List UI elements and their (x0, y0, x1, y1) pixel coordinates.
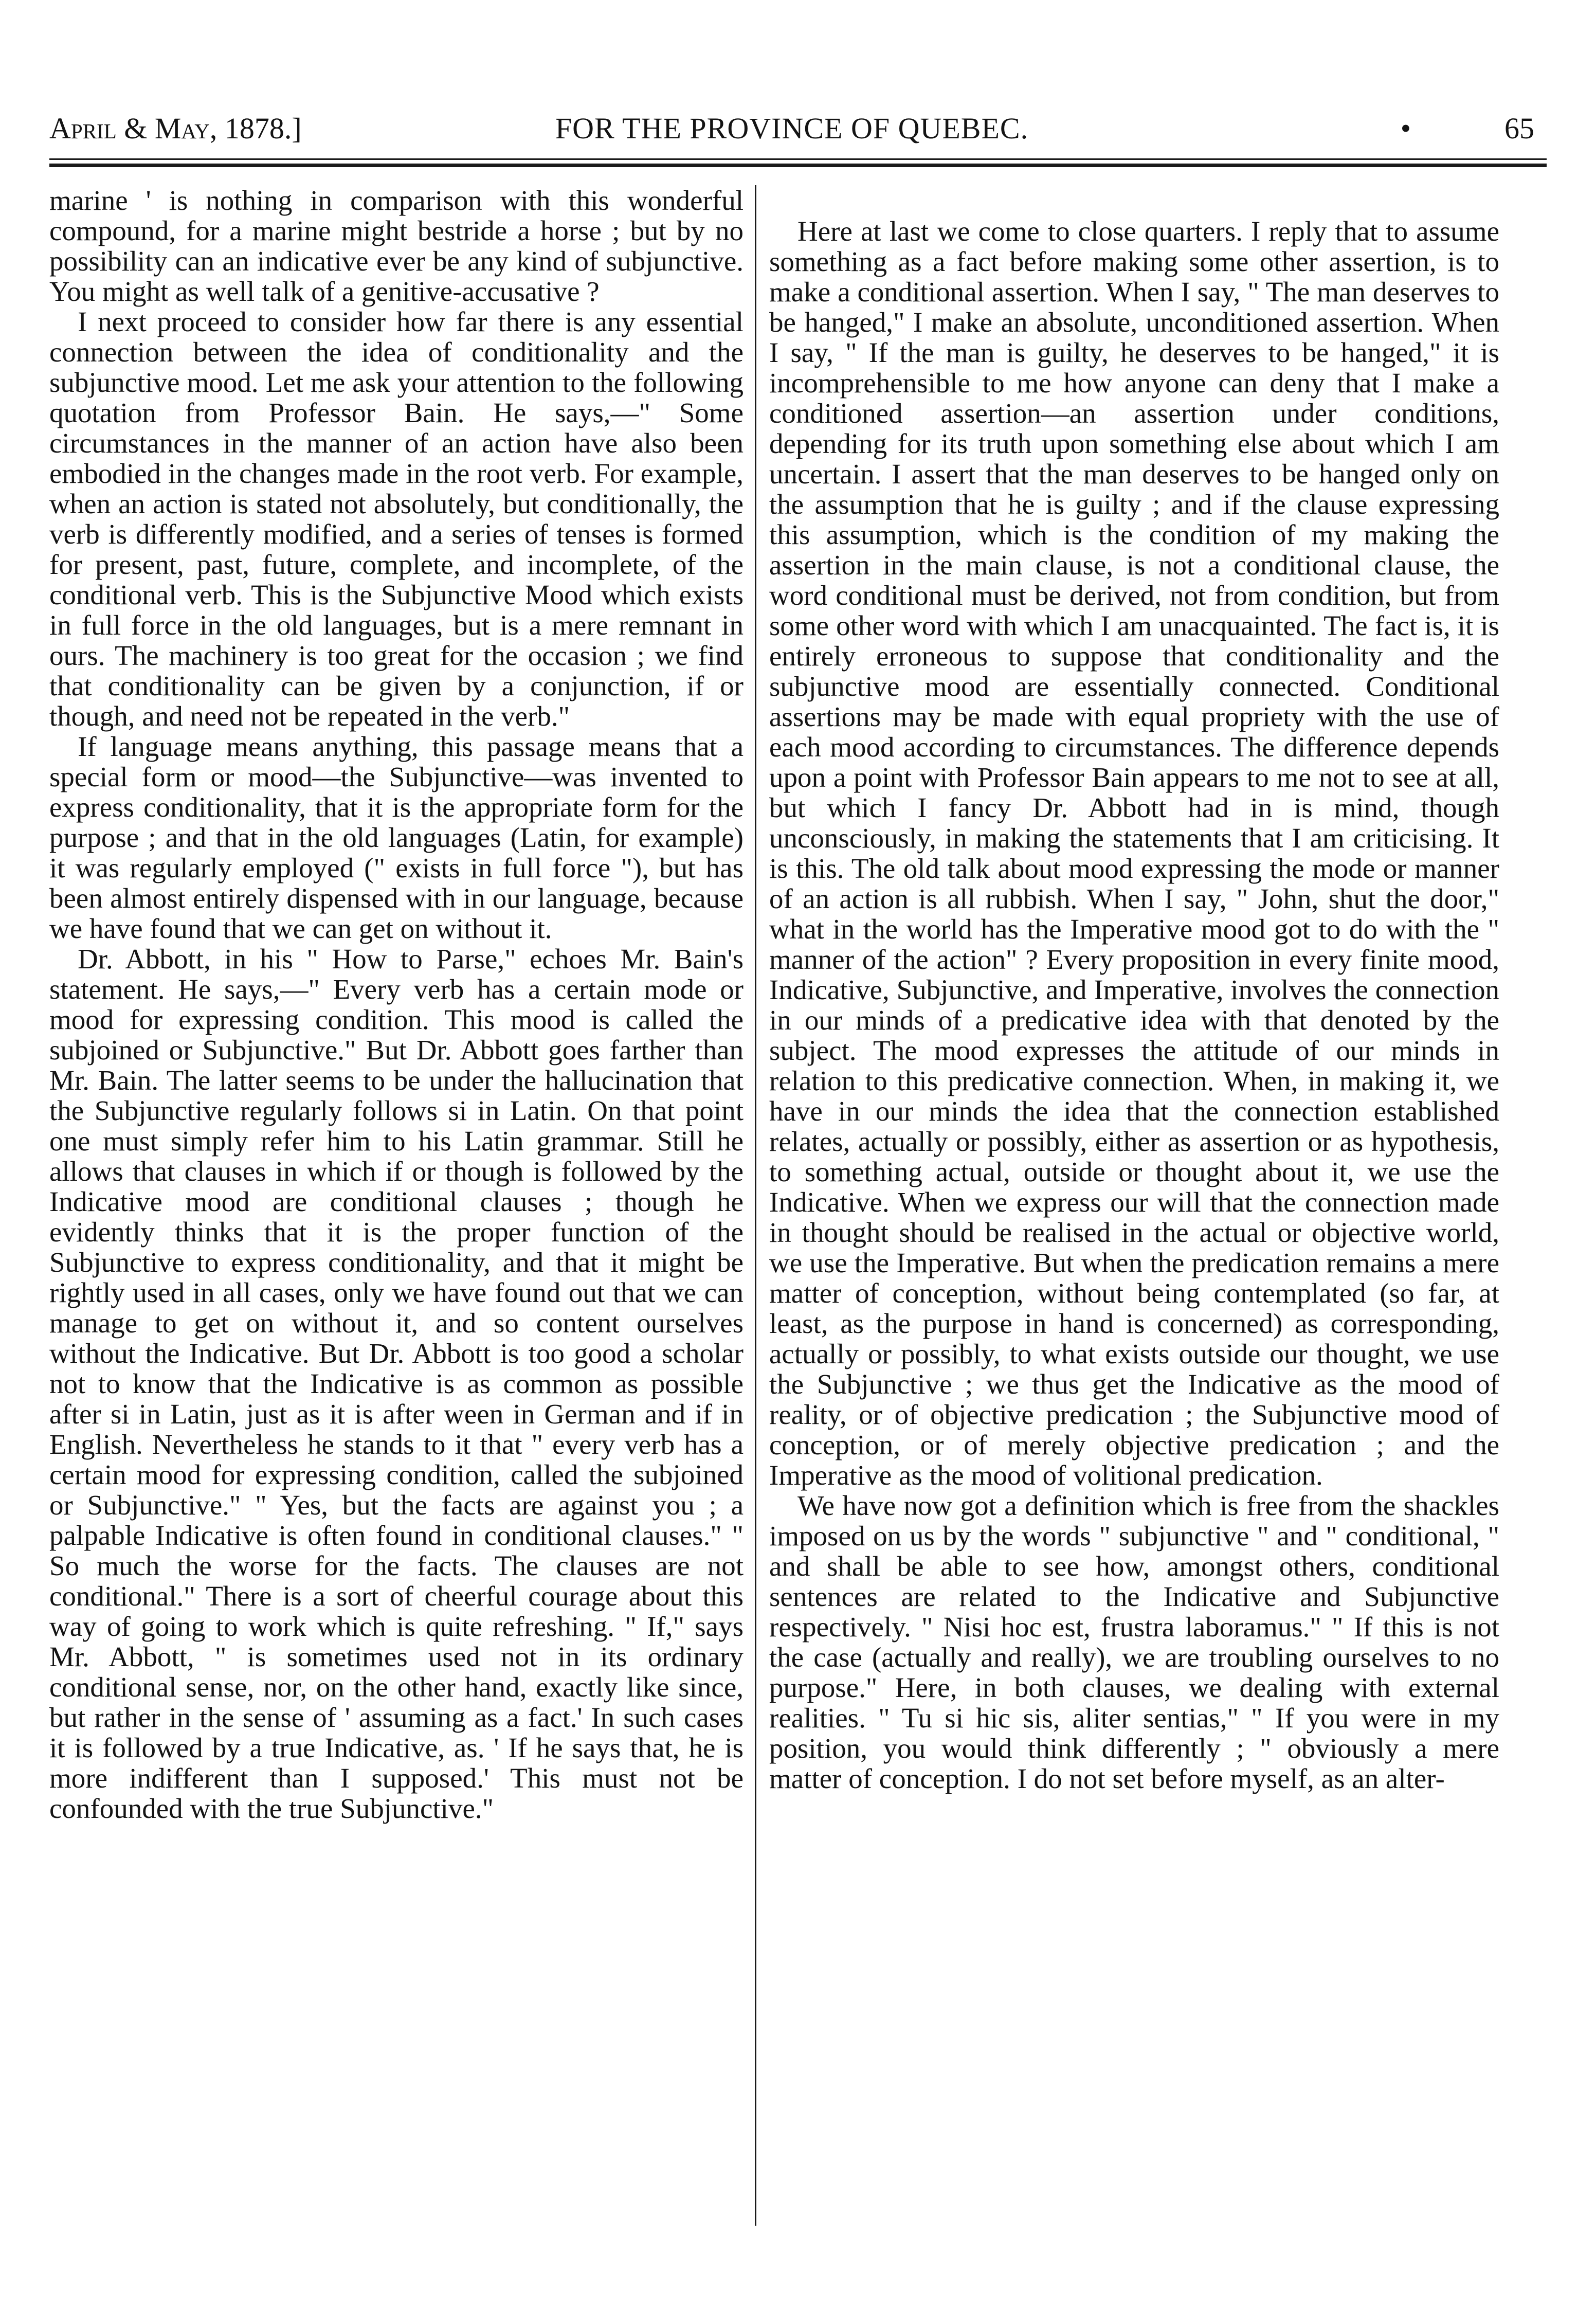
header-date: April & May, 1878.] (49, 112, 302, 145)
header-bullet: • (1400, 112, 1411, 145)
header-rule-thick (49, 164, 1547, 167)
paragraph: marine ' is nothing in comparison with this wonderful compound, for a marine might bestride a horse ; but by no possibility can an indicative ever be any kind of subjunctive. You might as well talk of a genitive-accusative ? (49, 185, 743, 307)
paragraph: I next proceed to consider how far there is any essential connection between the idea of conditionality and the subjunctive mood. Let me ask your attention to the following quotation from Professor Bain. He says,—" Some circumstances in the manner of an action have also been embodied in the changes made in the root verb. For example, when an action is stated not absolutely, but conditionally, the verb is differently modified, and a series of tenses is formed for present, past, future, complete, and incomplete, of the conditional verb. This is the Subjunctive Mood which exists in full force in the old languages, but is a mere remnant in ours. The machinery is too great for the occasion ; we find that conditionality can be given by a conjunction, if or though, and need not be repeated in the verb." (49, 306, 743, 732)
header-title: FOR THE PROVINCE OF QUEBEC. (555, 112, 1029, 145)
paragraph: If language means anything, this passage means that a special form or mood—the Subjunctive—was invented to express conditionality, that it is the appropriate form for the purpose ; and that in the old languages (Latin, for example) it was regularly employed (" exists in full force "), but has been almost entirely dispensed with in our language, because we have found that we can get on without it. (49, 731, 743, 944)
page-number: 65 (1504, 112, 1534, 145)
header-rule-thin (49, 158, 1547, 160)
paragraph: Here at last we come to close quarters. I reply that to assume something as a fact before making some other assertion, is to make a conditional assertion. When I say, " The man deserves to be hanged," I make an absolute, unconditioned assertion. When I say, " If the man is guilty, he deserves to be hanged," it is incomprehensible to me how anyone can deny that I make a conditioned assertion—an assertion under conditions, depending for its truth upon something else about which I am uncertain. I assert that the man deserves to be hanged only on the assumption that he is guilty ; and if the clause expressing this assumption, which is the condition of my making the assertion in the main clause, is not a conditional clause, the word conditional must be derived, not from condition, but from some other word with which I am unacquainted. The fact is, it is entirely erroneous to suppose that conditionality and the subjunctive mood are essentially connected. Conditional assertions may be made with equal propriety with the use of each mood according to circumstances. The difference depends upon a point with Professor Bain appears to me not to see at all, but which I fancy Dr. Abbott had in is mind, though unconsciously, in making the statements that I am criticising. It is this. The old talk about mood expressing the mode or manner of an action is all rubbish. When I say, " John, shut the door," what in the world has the Imperative mood got to do with the " manner of the action" ? Every proposition in every finite mood, Indicative, Subjunctive, and Imperative, involves the connection in our minds of a predicative idea with that denoted by the subject. The mood expresses the attitude of our minds in relation to this predicative connection. When, in making it, we have in our minds the idea that the connection established relates, actually or possibly, either as assertion or as hypothesis, to something actual, outside or thought about it, we use the Indicative. When we express our will that the connection made in thought should be realised in the actual or objective world, we use the Imperative. But when the predication remains a mere matter of conception, without being contemplated (so far, at least, as the purpose in hand is concerned) as corresponding, actually or possibly, to what exists outside our thought, we use the Subjunctive ; we thus get the Indicative as the mood of reality, or of objective predication ; the Subjunctive mood of conception, or of merely objective predication ; and the Imperative as the mood of volitional predication. (769, 216, 1499, 1491)
running-head (49, 105, 1534, 152)
paragraph: We have now got a definition which is free from the shackles imposed on us by the words " subjunctive " and " conditional, " and shall be able to see how, amongst others, conditional sentences are related to the Indicative and Subjunctive respectively. " Nisi hoc est, frustra laboramus." " If this is not the case (actually and really), we are troubling ourselves to no purpose." Here, in both clauses, we dealing with external realities. " Tu si hic sis, aliter sentias," " If you were in my position, you would think differently ; " obviously a mere matter of conception. I do not set before myself, as an alter- (769, 1490, 1499, 1794)
column-divider (755, 185, 756, 2226)
right-column (769, 216, 1499, 2232)
left-column (49, 185, 743, 2232)
paragraph: Dr. Abbott, in his " How to Parse," echoes Mr. Bain's statement. He says,—" Every verb has a certain mode or mood for expressing condition. This mood is called the subjoined or Subjunctive." But Dr. Abbott goes farther than Mr. Bain. The latter seems to be under the hallucination that the Subjunctive regularly follows si in Latin. On that point one must simply refer him to his Latin grammar. Still he allows that clauses in which if or though is followed by the Indicative mood are conditional clauses ; though he evidently thinks that it is the proper function of the Subjunctive to express conditionality, and that it might be rightly used in all cases, only we have found out that we can manage to get on without it, and so content ourselves without the Indicative. But Dr. Abbott is too good a scholar not to know that the Indicative is as common as possible after si in Latin, just as it is after ween in German and if in English. Nevertheless he stands to it that " every verb has a certain mood for expressing condition, called the subjoined or Subjunctive." " Yes, but the facts are against you ; a palpable Indicative is often found in conditional clauses." " So much the worse for the facts. The clauses are not conditional." There is a sort of cheerful courage about this way of going to work which is quite refreshing. " If," says Mr. Abbott, " is sometimes used not in its ordinary conditional sense, nor, on the other hand, exactly like since, but rather in the sense of ' assuming as a fact.' In such cases it is followed by a true Indicative, as. ' If he says that, he is more indifferent than I supposed.' This must not be confounded with the true Subjunctive." (49, 943, 743, 1824)
